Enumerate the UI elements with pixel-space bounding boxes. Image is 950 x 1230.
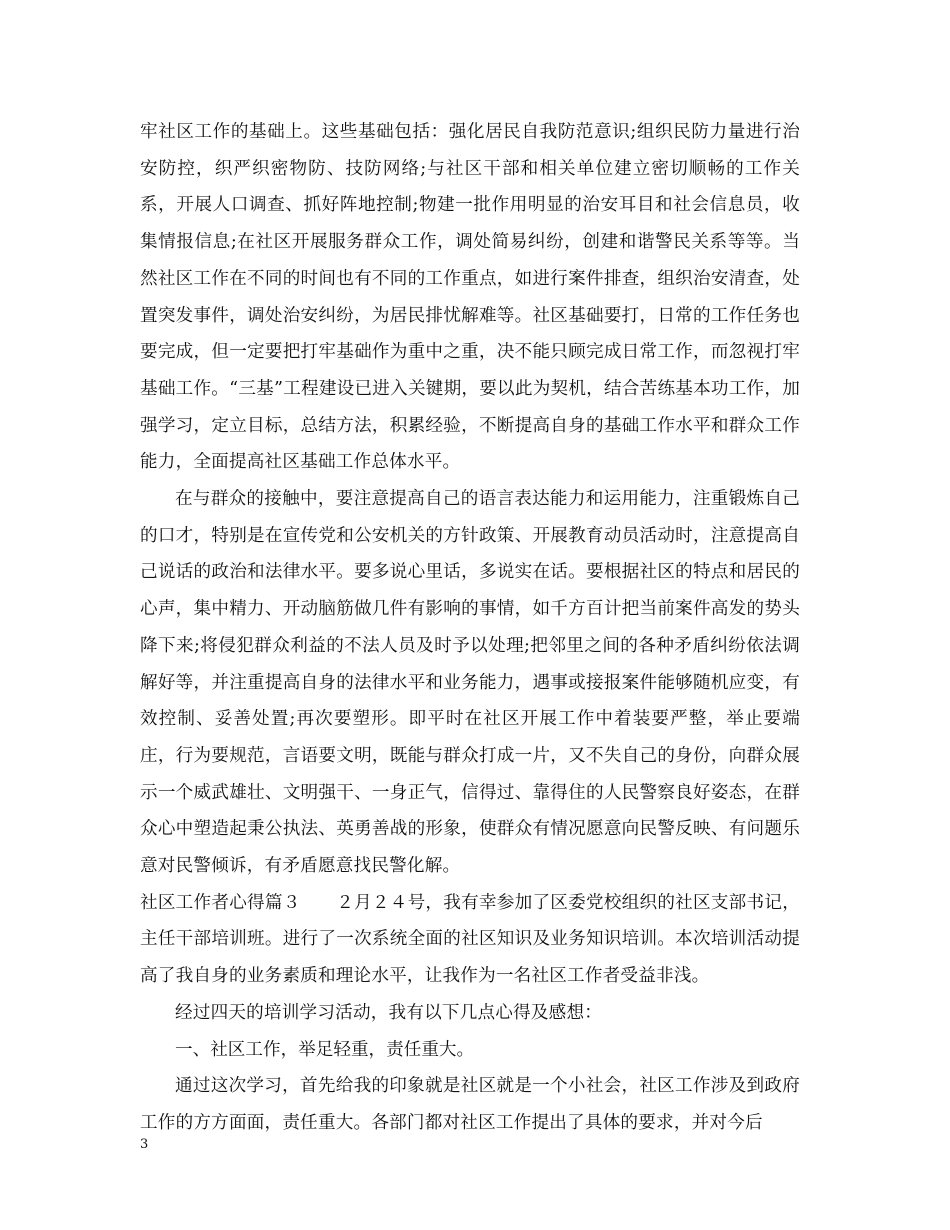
paragraph-communication: 在与群众的接触中，要注意提高自己的语言表达能力和运用能力，注重锻炼自己的口才，特别是在宣传党和公安机关的方针政策、开展教育动员活动时，注意提高自己说话的政治和法律水平。要多说心里话，多说实在话。要根据社区的特点和居民的心声，集中精力、开动脑筋做几件有影响的事情，如千方百计把当前案件高发的势头降下来;将侵犯群众利益的不法人员及时予以处理;把邻里之间的各种矛盾纠纷依法调解好等，并注重提高自身的法律水平和业务能力，遇事或接报案件能够随机应变，有效控制、妥善处置;再次要塑形。即平时在社区开展工作中着装要严整，举止要端庄，行为要规范，言语要文明，既能与群众打成一片，又不失自己的身份，向群众展示一个威武雄壮、文明强干、一身正气，信得过、靠得住的人民警察良好姿态，在群众心中塑造起秉公执法、英勇善战的形象，使群众有情况愿意向民警反映、有问题乐意对民警倾诉，有矛盾愿意找民警化解。 — [140, 489, 800, 877]
paragraph-impressions: 经过四天的培训学习活动，我有以下几点心得及感想： — [175, 1002, 603, 1023]
page-number: 3 — [140, 1137, 149, 1152]
section-heading-1: 一、社区工作，举足轻重，责任重大。 — [175, 1039, 475, 1060]
paragraph-study: 通过这次学习，首先给我的印象就是社区就是一个小社会，社区工作涉及到政府工作的方方面面，责任重大。各部门都对社区工作提出了具体的要求，并对今后 — [140, 1076, 800, 1133]
document-body — [140, 114, 800, 1142]
paragraph-article-3-intro: 社区工作者心得篇３ ２月２４号，我有幸参加了区委党校组织的社区支部书记，主任干部培训班。进行了一次系统全面的社区知识及业务知识培训。本次培训活动提高了我自身的业务素质和理论水平，让我作为一名社区工作者受益非浅。 — [140, 892, 800, 987]
paragraph-continuation: 牢社区工作的基础上。这些基础包括：强化居民自我防范意识;组织民防力量进行治安防控，织严织密物防、技防网络;与社区干部和相关单位建立密切顺畅的工作关系，开展人口调查、抓好阵地控制;物建一批作用明显的治安耳目和社会信息员，收集情报信息;在社区开展服务群众工作，调处简易纠纷，创建和谐警民关系等等。当然社区工作在不同的时间也有不同的工作重点，如进行案件排查，组织治安清查，处置突发事件，调处治安纠纷，为居民排忧解难等。社区基础要打，日常的工作任务也要完成，但一定要把打牢基础作为重中之重，决不能只顾完成日常工作，而忽视打牢基础工作。“三基”工程建设已进入关键期，要以此为契机，结合苦练基本功工作，加强学习，定立目标，总结方法，积累经验，不断提高自身的基础工作水平和群众工作能力，全面提高社区基础工作总体水平。 — [140, 122, 800, 473]
